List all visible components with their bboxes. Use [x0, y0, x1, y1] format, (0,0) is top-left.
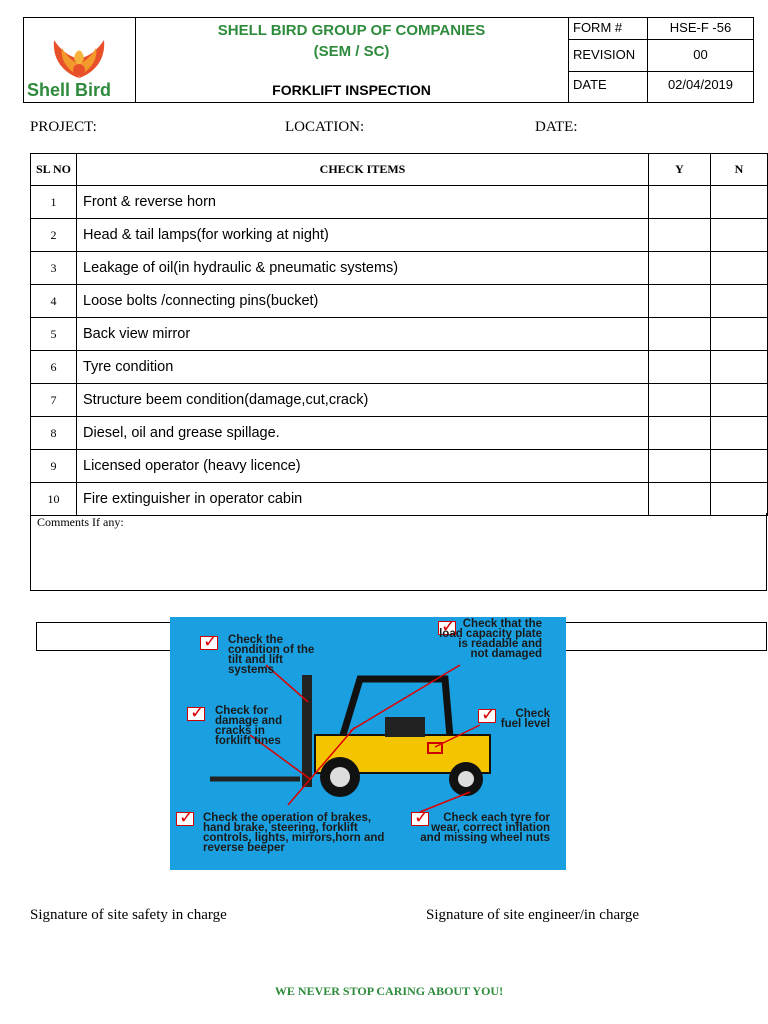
col-no: N — [711, 154, 768, 186]
yes-cell[interactable] — [649, 318, 711, 351]
no-cell[interactable] — [711, 186, 768, 219]
no-cell[interactable] — [711, 318, 768, 351]
table-row — [31, 186, 768, 219]
form-title: FORKLIFT INSPECTION — [272, 82, 431, 98]
yes-cell[interactable] — [649, 219, 711, 252]
check-tick-icon — [176, 812, 194, 826]
yes-cell[interactable] — [649, 351, 711, 384]
no-cell[interactable] — [711, 285, 768, 318]
check-tick-icon — [200, 636, 218, 650]
meta-key: FORM # — [568, 18, 648, 39]
no-cell[interactable] — [711, 483, 768, 516]
no-cell[interactable] — [711, 351, 768, 384]
poster-fuel-label: Check fuel level — [500, 708, 550, 730]
table-row — [31, 417, 768, 450]
check-item: Leakage of oil(in hydraulic & pneumatic systems) — [77, 252, 649, 285]
col-sl-no: SL NO — [31, 154, 77, 186]
project-label: PROJECT: — [30, 119, 97, 135]
yes-cell[interactable] — [649, 417, 711, 450]
table-row — [31, 384, 768, 417]
row-number: 9 — [31, 450, 77, 483]
meta-value: 02/04/2019 — [667, 77, 734, 92]
table-row — [31, 285, 768, 318]
col-check-items: CHECK ITEMS — [77, 154, 649, 186]
signature-engineer: Signature of site engineer/in charge — [426, 907, 639, 923]
comments-box[interactable] — [30, 513, 767, 591]
check-item: Structure beem condition(damage,cut,crack) — [77, 384, 649, 417]
meta-value: HSE-F -56 — [669, 20, 732, 35]
yes-cell[interactable] — [649, 483, 711, 516]
yes-cell[interactable] — [649, 450, 711, 483]
forklift-inspection-poster — [170, 617, 566, 870]
row-number: 10 — [31, 483, 77, 516]
table-row — [31, 351, 768, 384]
check-tick-icon — [187, 707, 205, 721]
poster-tines-label: Check for damage and cracks in forklift tines — [215, 705, 283, 747]
row-number: 3 — [31, 252, 77, 285]
check-item: Back view mirror — [77, 318, 649, 351]
check-item: Loose bolts /connecting pins(bucket) — [77, 285, 649, 318]
meta-key: DATE — [568, 71, 648, 102]
table-row — [31, 219, 768, 252]
title-cell — [135, 18, 569, 102]
table-row — [31, 483, 768, 516]
check-item: Licensed operator (heavy licence) — [77, 450, 649, 483]
logo-text: Shell Bird — [27, 80, 112, 100]
yes-cell[interactable] — [649, 186, 711, 219]
table-row — [31, 450, 768, 483]
footer-slogan: WE NEVER STOP CARING ABOUT YOU! — [274, 984, 504, 998]
check-tick-icon — [478, 709, 496, 723]
company-line-1: SHELL BIRD GROUP OF COMPANIES — [217, 22, 486, 39]
poster-capacity-label: Check that the load capacity plate is readable and not damaged — [439, 618, 542, 660]
check-item: Head & tail lamps(for working at night) — [77, 219, 649, 252]
table-header-row — [31, 154, 768, 186]
no-cell[interactable] — [711, 219, 768, 252]
row-number: 6 — [31, 351, 77, 384]
yes-cell[interactable] — [649, 285, 711, 318]
check-item: Tyre condition — [77, 351, 649, 384]
check-item: Fire extinguisher in operator cabin — [77, 483, 649, 516]
check-item: Front & reverse horn — [77, 186, 649, 219]
row-number: 4 — [31, 285, 77, 318]
checklist-table — [30, 153, 768, 516]
company-name — [135, 20, 568, 62]
poster-tilt-label: Check the condition of the tilt and lift systems — [228, 634, 315, 676]
company-line-2: (SEM / SC) — [313, 43, 390, 60]
poster-tyres-label: Check each tyre for wear, correct inflation and missing wheel nuts — [420, 812, 550, 844]
no-cell[interactable] — [711, 252, 768, 285]
meta-key: REVISION — [568, 39, 648, 71]
form-header — [23, 17, 754, 103]
no-cell[interactable] — [711, 417, 768, 450]
check-item: Diesel, oil and grease spillage. — [77, 417, 649, 450]
no-cell[interactable] — [711, 450, 768, 483]
meta-revision — [568, 39, 753, 72]
meta-value: 00 — [693, 47, 708, 62]
row-number: 5 — [31, 318, 77, 351]
table-row — [31, 252, 768, 285]
yes-cell[interactable] — [649, 384, 711, 417]
meta-form-number — [568, 18, 753, 40]
poster-brakes-label: Check the operation of brakes, hand brake, steering, forklift controls, lights, mirrors,horn and reverse beeper — [203, 812, 385, 854]
table-row — [31, 318, 768, 351]
yes-cell[interactable] — [649, 252, 711, 285]
meta-date — [568, 71, 753, 102]
row-number: 8 — [31, 417, 77, 450]
no-cell[interactable] — [711, 384, 768, 417]
signature-safety: Signature of site safety in charge — [30, 907, 227, 923]
col-yes: Y — [649, 154, 711, 186]
date-label: DATE: — [535, 119, 578, 135]
logo — [24, 18, 136, 102]
row-number: 1 — [31, 186, 77, 219]
location-label: LOCATION: — [285, 119, 365, 135]
row-number: 2 — [31, 219, 77, 252]
row-number: 7 — [31, 384, 77, 417]
comments-label: Comments If any: — [37, 515, 124, 529]
